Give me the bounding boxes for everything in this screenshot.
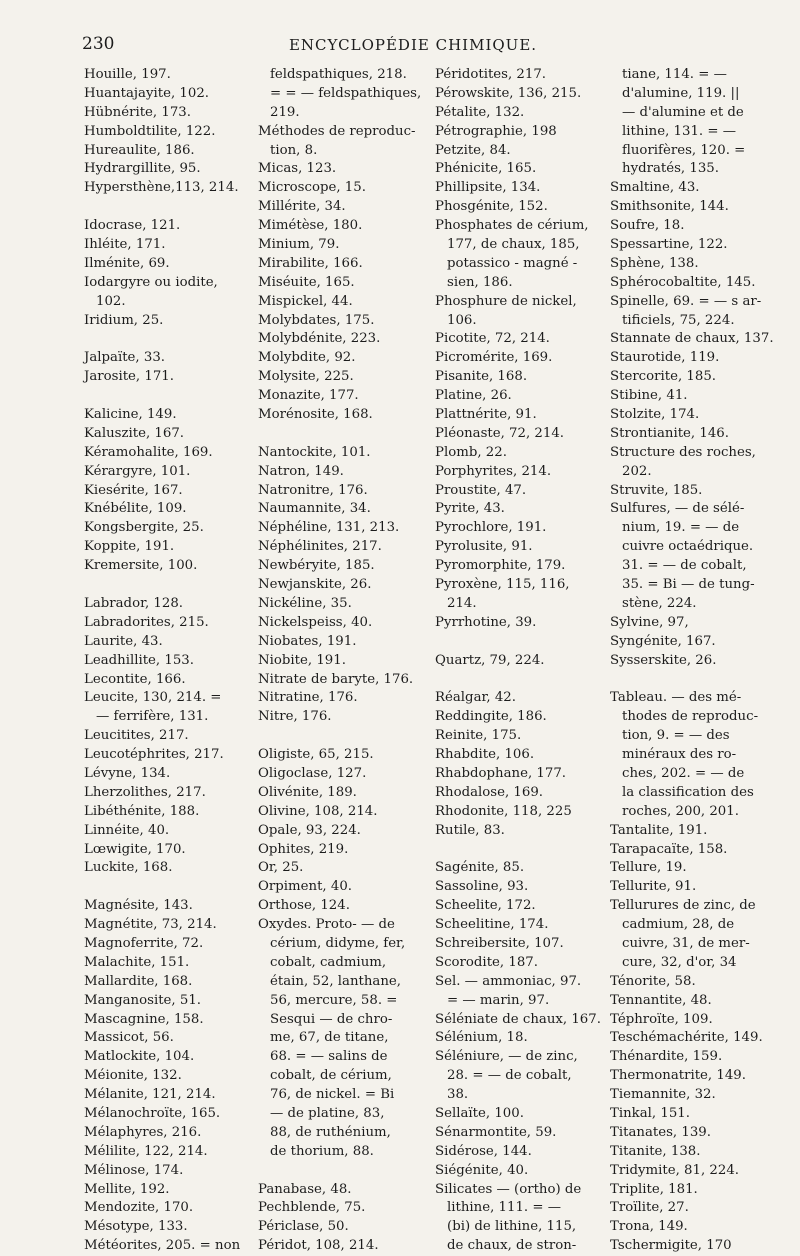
- index-entry: Pérowskite, 136, 215.: [435, 85, 582, 101]
- index-entry: Reddingite, 186.: [435, 709, 547, 725]
- index-entry: Rutile, 83.: [435, 822, 505, 838]
- index-entry: Rhodonite, 118, 225: [435, 803, 572, 819]
- index-entry: Labradorites, 215.: [84, 614, 209, 630]
- index-entry: Platine, 26.: [435, 388, 512, 404]
- index-entry: Houille, 197.: [84, 67, 171, 82]
- index-entry: Massicot, 56.: [84, 1030, 174, 1046]
- index-entry: Rhabdophane, 177.: [435, 765, 567, 781]
- index-entry: Malachite, 151.: [84, 954, 190, 970]
- index-entry: Naumannite, 34.: [258, 501, 371, 517]
- index-entry: Sélénium, 18.: [435, 1030, 528, 1046]
- index-entry: Mélanochroïte, 165.: [84, 1105, 221, 1121]
- index-entry: — de platine, 83,: [270, 1105, 385, 1121]
- index-entry: cuivre, 31, de mer-: [622, 935, 750, 951]
- index-entry: Péridotites, 217.: [435, 67, 547, 82]
- index-entry: Sesqui — de chro-: [270, 1011, 393, 1027]
- index-entry: Magnoferrite, 72.: [84, 935, 204, 951]
- index-entry: Spinelle, 69. = — s ar-: [610, 293, 762, 309]
- index-entry: Smaltine, 43.: [610, 180, 700, 196]
- index-entry: Périclase, 50.: [258, 1219, 349, 1235]
- index-entry: Millérite, 34.: [258, 199, 346, 215]
- index-entry: Schreibersite, 107.: [435, 935, 564, 951]
- index-entry: Péridot, 108, 214.: [258, 1238, 379, 1254]
- index-entry: 219.: [270, 104, 300, 120]
- index-entry: lithine, 111. = —: [447, 1200, 562, 1216]
- index-entry: Sagénite, 85.: [435, 860, 525, 876]
- index-entry: 76, de nickel. = Bi: [270, 1087, 395, 1103]
- index-entry: Structure des roches,: [610, 444, 756, 460]
- index-entry: 35. = Bi — de tung-: [622, 577, 755, 593]
- index-entry: Nickelspeiss, 40.: [258, 614, 373, 630]
- index-entry: Newbéryite, 185.: [258, 558, 375, 574]
- index-entry: Reinite, 175.: [435, 728, 522, 744]
- index-entry: = — marin, 97.: [447, 992, 550, 1008]
- section-gap: [435, 671, 605, 690]
- index-entry: 28. = — de cobalt,: [447, 1068, 572, 1084]
- index-entry: — ferrifère, 131.: [96, 709, 209, 725]
- index-entry: Monazite, 177.: [258, 388, 359, 404]
- index-entry: Matlockite, 104.: [84, 1049, 195, 1065]
- index-entry: stène, 224.: [622, 595, 697, 611]
- section-gap: [258, 727, 428, 746]
- section-gap: [84, 330, 249, 349]
- index-entry: tion, 8.: [270, 142, 318, 158]
- index-entry: Iridium, 25.: [84, 312, 164, 328]
- index-entry: Stibine, 41.: [610, 388, 688, 404]
- index-entry: Manganosite, 51.: [84, 992, 202, 1008]
- index-entry: Sulfures, — de sélé-: [610, 501, 745, 517]
- index-entry: Huantajayite, 102.: [84, 85, 210, 101]
- index-entry: Kongsbergite, 25.: [84, 520, 204, 536]
- index-entry: Pléonaste, 72, 214.: [435, 425, 565, 441]
- index-entry: ches, 202. = — de: [622, 765, 745, 781]
- index-entry: = = — feldspathiques,: [270, 85, 422, 101]
- index-entry: Phosgénite, 152.: [435, 199, 548, 215]
- index-entry: Sel. — ammoniac, 97.: [435, 973, 582, 989]
- index-entry: Tellurite, 91.: [610, 879, 697, 895]
- index-entry: Hydrargillite, 95.: [84, 161, 201, 177]
- index-entry: Siégénite, 40.: [435, 1162, 529, 1178]
- index-entry: Magnésite, 143.: [84, 898, 193, 914]
- index-entry: Mendozite, 170.: [84, 1200, 194, 1216]
- index-entry: Iodargyre ou iodite,: [84, 274, 218, 290]
- index-entry: Ténorite, 58.: [610, 973, 696, 989]
- index-entry: Miséuite, 165.: [258, 274, 355, 290]
- index-entry: Scheelite, 172.: [435, 898, 536, 914]
- index-entry: Smithsonite, 144.: [610, 199, 729, 215]
- index-entry: Néphélinites, 217.: [258, 539, 382, 555]
- index-entry: Tschermigite, 170: [610, 1238, 732, 1254]
- index-entry: Méthodes de reproduc-: [258, 123, 416, 139]
- index-entry: tiane, 114. = —: [622, 67, 727, 82]
- index-entry: cobalt, de cérium,: [270, 1068, 392, 1084]
- index-entry: Kéramohalite, 169.: [84, 444, 213, 460]
- index-entry: Oligiste, 65, 215.: [258, 747, 374, 763]
- index-entry: 68. = — salins de: [270, 1049, 388, 1065]
- index-entry: cérium, didyme, fer,: [270, 935, 406, 951]
- index-entry: Stannate de chaux, 137.: [610, 331, 774, 347]
- index-entry: Pétalite, 132.: [435, 104, 525, 120]
- index-entry: Troïlite, 27.: [610, 1200, 689, 1216]
- page-number: 230: [82, 34, 115, 54]
- index-entry: Ihléite, 171.: [84, 237, 166, 253]
- index-entry: Nitrate de baryte, 176.: [258, 671, 414, 687]
- index-entry: 177, de chaux, 185,: [447, 237, 580, 253]
- index-entry: Kremersite, 100.: [84, 558, 198, 574]
- section-gap: [84, 198, 249, 217]
- index-entry: Mallardite, 168.: [84, 973, 193, 989]
- index-entry: Stolzite, 174.: [610, 407, 700, 423]
- section-gap: [610, 671, 780, 690]
- index-entry: Pyroxène, 115, 116,: [435, 577, 570, 593]
- index-entry: Tantalite, 191.: [610, 822, 708, 838]
- index-entry: Mascagnine, 158.: [84, 1011, 204, 1027]
- index-entry: Syngénite, 167.: [610, 633, 716, 649]
- index-entry: étain, 52, lanthane,: [270, 973, 402, 989]
- index-entry: minéraux des ro-: [622, 747, 737, 763]
- index-entry: Sidérose, 144.: [435, 1143, 532, 1159]
- index-entry: Koppite, 191.: [84, 539, 175, 555]
- index-entry: Mellite, 192.: [84, 1181, 170, 1197]
- index-entry: 106.: [447, 312, 477, 328]
- index-entry: Nickéline, 35.: [258, 595, 352, 611]
- index-entry: Kérargyre, 101.: [84, 463, 191, 479]
- index-entry: Idocrase, 121.: [84, 218, 181, 234]
- index-entry: Thermonatrite, 149.: [610, 1068, 746, 1084]
- index-entry: Staurotide, 119.: [610, 350, 720, 366]
- index-entry: Oligoclase, 127.: [258, 765, 367, 781]
- index-entry: Phénicite, 165.: [435, 161, 537, 177]
- index-column-4: [610, 66, 780, 1256]
- index-entry: Molybdénite, 223.: [258, 331, 381, 347]
- index-column-1: [84, 66, 249, 1256]
- index-entry: Nantockite, 101.: [258, 444, 371, 460]
- index-entry: tificiels, 75, 224.: [622, 312, 735, 328]
- section-gap: [435, 841, 605, 860]
- index-entry: Magnétite, 73, 214.: [84, 917, 217, 933]
- index-entry: Tableau. — des mé-: [610, 690, 742, 706]
- index-entry: Hübnérite, 173.: [84, 104, 191, 120]
- index-entry: 102.: [96, 293, 126, 309]
- index-entry: Niobates, 191.: [258, 633, 357, 649]
- index-entry: Sylvine, 97,: [610, 614, 689, 630]
- index-entry: Niobite, 191.: [258, 652, 346, 668]
- index-entry: de thorium, 88.: [270, 1143, 374, 1159]
- index-entry: Titanite, 138.: [610, 1143, 701, 1159]
- index-entry: Scheelitine, 174.: [435, 917, 549, 933]
- index-entry: Jalpaïte, 33.: [84, 350, 166, 366]
- index-entry: — d'alumine et de: [622, 104, 744, 120]
- index-entry: Orpiment, 40.: [258, 879, 353, 895]
- index-entry: Pyrite, 43.: [435, 501, 505, 517]
- index-entry: Pisanite, 168.: [435, 369, 528, 385]
- index-entry: Labrador, 128.: [84, 595, 184, 611]
- index-entry: Micas, 123.: [258, 161, 337, 177]
- index-entry: Proustite, 47.: [435, 482, 527, 498]
- section-gap: [435, 633, 605, 652]
- index-entry: Sysserskite, 26.: [610, 652, 717, 668]
- section-gap: [258, 425, 428, 444]
- index-entry: Leucite, 130, 214. =: [84, 690, 222, 706]
- index-entry: Pyrochlore, 191.: [435, 520, 547, 536]
- index-entry: Knébélite, 109.: [84, 501, 187, 517]
- section-gap: [84, 878, 249, 897]
- index-entry: Sphérocobaltite, 145.: [610, 274, 756, 290]
- index-entry: (bi) de lithine, 115,: [447, 1219, 577, 1235]
- index-entry: feldspathiques, 218.: [270, 67, 407, 82]
- index-entry: Stercorite, 185.: [610, 369, 717, 385]
- index-entry: Molybdite, 92.: [258, 350, 356, 366]
- index-entry: Picromérite, 169.: [435, 350, 553, 366]
- index-entry: Lœwigite, 170.: [84, 841, 186, 857]
- index-entry: nium, 19. = — de: [622, 520, 740, 536]
- index-entry: Newjanskite, 26.: [258, 577, 372, 593]
- index-entry: Or, 25.: [258, 860, 304, 876]
- index-entry: Méionite, 132.: [84, 1068, 182, 1084]
- index-entry: Microscope, 15.: [258, 180, 366, 196]
- index-entry: Olivénite, 189.: [258, 784, 357, 800]
- index-entry: Luckite, 168.: [84, 860, 173, 876]
- index-entry: Néphéline, 131, 213.: [258, 520, 400, 536]
- index-entry: 214.: [447, 595, 477, 611]
- index-entry: Kaluszite, 167.: [84, 425, 185, 441]
- index-entry: Lévyne, 134.: [84, 765, 171, 781]
- index-entry: Sassoline, 93.: [435, 879, 529, 895]
- index-entry: 56, mercure, 58. =: [270, 992, 398, 1008]
- index-entry: Réalgar, 42.: [435, 690, 516, 706]
- index-entry: Pechblende, 75.: [258, 1200, 366, 1216]
- index-entry: Laurite, 43.: [84, 633, 163, 649]
- index-entry: Linnéite, 40.: [84, 822, 170, 838]
- index-entry: Mélilite, 122, 214.: [84, 1143, 208, 1159]
- index-entry: Thénardite, 159.: [610, 1049, 723, 1065]
- index-entry: Oxydes. Proto- — de: [258, 917, 395, 933]
- index-entry: Jarosite, 171.: [84, 369, 174, 385]
- index-entry: Strontianite, 146.: [610, 425, 729, 441]
- index-entry: Hureaulite, 186.: [84, 142, 195, 158]
- index-entry: 31. = — de cobalt,: [622, 558, 747, 574]
- section-gap: [84, 387, 249, 406]
- index-entry: Trona, 149.: [610, 1219, 688, 1235]
- index-entry: 38.: [447, 1087, 469, 1103]
- index-entry: Lherzolithes, 217.: [84, 784, 206, 800]
- index-entry: Silicates — (ortho) de: [435, 1181, 582, 1197]
- index-entry: cobalt, cadmium,: [270, 954, 387, 970]
- page-header: [82, 34, 744, 58]
- index-entry: Pyrolusite, 91.: [435, 539, 533, 555]
- index-entry: Morénosite, 168.: [258, 407, 373, 423]
- index-entry: Pyromorphite, 179.: [435, 558, 566, 574]
- index-entry: Leucotéphrites, 217.: [84, 747, 224, 763]
- index-entry: Sphène, 138.: [610, 255, 699, 271]
- running-title: ENCYCLOPÉDIE CHIMIQUE.: [288, 36, 538, 54]
- index-entry: potassico - magné -: [447, 255, 578, 271]
- index-entry: Molysite, 225.: [258, 369, 354, 385]
- index-entry: Ophites, 219.: [258, 841, 349, 857]
- index-entry: Titanates, 139.: [610, 1124, 711, 1140]
- index-entry: Tarapacaïte, 158.: [610, 841, 728, 857]
- index-entry: Lecontite, 166.: [84, 671, 186, 687]
- index-entry: Tridymite, 81, 224.: [610, 1162, 740, 1178]
- index-entry: Struvite, 185.: [610, 482, 703, 498]
- index-entry: cadmium, 28, de: [622, 917, 735, 933]
- index-entry: cuivre octaédrique.: [622, 539, 754, 555]
- index-entry: Nitre, 176.: [258, 709, 332, 725]
- index-entry: Mélaphyres, 216.: [84, 1124, 202, 1140]
- index-entry: Plattnérite, 91.: [435, 407, 537, 423]
- index-entry: Mispickel, 44.: [258, 293, 353, 309]
- index-entry: Olivine, 108, 214.: [258, 803, 378, 819]
- index-entry: thodes de reproduc-: [622, 709, 759, 725]
- index-entry: Mirabilite, 166.: [258, 255, 363, 271]
- index-entry: Minium, 79.: [258, 237, 340, 253]
- section-gap: [258, 1162, 428, 1181]
- index-entry: sien, 186.: [447, 274, 513, 290]
- index-column-2: [258, 66, 428, 1256]
- index-entry: Teschémachérite, 149.: [610, 1030, 763, 1046]
- index-entry: Tellure, 19.: [610, 860, 687, 876]
- index-entry: Quartz, 79, 224.: [435, 652, 545, 668]
- index-entry: Humboldtilite, 122.: [84, 123, 216, 139]
- index-entry: Picotite, 72, 214.: [435, 331, 550, 347]
- index-entry: roches, 200, 201.: [622, 803, 739, 819]
- index-entry: Hypersthène,113, 214.: [84, 180, 239, 196]
- index-entry: Porphyrites, 214.: [435, 463, 552, 479]
- index-entry: Opale, 93, 224.: [258, 822, 361, 838]
- index-entry: Phosphates de cérium,: [435, 218, 589, 234]
- index-entry: Séléniate de chaux, 167.: [435, 1011, 601, 1027]
- index-entry: Phillipsite, 134.: [435, 180, 541, 196]
- index-entry: Leucitites, 217.: [84, 728, 189, 744]
- index-entry: Plomb, 22.: [435, 444, 507, 460]
- index-entry: fluorifères, 120. =: [622, 142, 746, 158]
- index-entry: la classification des: [622, 784, 754, 800]
- index-entry: Mimétèse, 180.: [258, 218, 363, 234]
- index-entry: de chaux, de stron-: [447, 1238, 577, 1254]
- index-entry: Sénarmontite, 59.: [435, 1124, 557, 1140]
- index-entry: Triplite, 181.: [610, 1181, 698, 1197]
- index-entry: Molybdates, 175.: [258, 312, 375, 328]
- index-entry: Natron, 149.: [258, 463, 344, 479]
- index-entry: lithine, 131. = —: [622, 123, 737, 139]
- index-entry: Kiesérite, 167.: [84, 482, 183, 498]
- index-entry: Pyrrhotine, 39.: [435, 614, 537, 630]
- index-entry: Soufre, 18.: [610, 218, 685, 234]
- index-entry: Séléniure, — de zinc,: [435, 1049, 578, 1065]
- index-entry: Rhabdite, 106.: [435, 747, 535, 763]
- index-entry: Libéthénite, 188.: [84, 803, 200, 819]
- index-entry: Phosphure de nickel,: [435, 293, 577, 309]
- index-column-3: [435, 66, 605, 1256]
- index-entry: tion, 9. = — des: [622, 728, 730, 744]
- index-entry: Petzite, 84.: [435, 142, 511, 158]
- index-entry: Panabase, 48.: [258, 1181, 352, 1197]
- section-gap: [84, 576, 249, 595]
- index-entry: Kalicine, 149.: [84, 407, 177, 423]
- index-entry: Pétrographie, 198: [435, 123, 557, 139]
- index-entry: d'alumine, 119. ||: [622, 85, 740, 101]
- index-entry: Mélanite, 121, 214.: [84, 1087, 216, 1103]
- index-entry: 88, de ruthénium,: [270, 1124, 391, 1140]
- index-entry: Sellaïte, 100.: [435, 1105, 524, 1121]
- index-entry: Nitratine, 176.: [258, 690, 358, 706]
- index-entry: Tellurures de zinc, de: [610, 898, 756, 914]
- index-entry: Scorodite, 187.: [435, 954, 538, 970]
- index-entry: Ilménite, 69.: [84, 255, 170, 271]
- index-entry: 202.: [622, 463, 652, 479]
- index-entry: Mésotype, 133.: [84, 1219, 188, 1235]
- index-entry: Tiemannite, 32.: [610, 1087, 716, 1103]
- index-entry: hydratés, 135.: [622, 161, 719, 177]
- index-entry: Natronitre, 176.: [258, 482, 368, 498]
- index-entry: Orthose, 124.: [258, 898, 350, 914]
- index-entry: Tinkal, 151.: [610, 1105, 690, 1121]
- index-entry: cure, 32, d'or, 34: [622, 954, 737, 970]
- index-entry: me, 67, de titane,: [270, 1030, 389, 1046]
- index-entry: Téphroïte, 109.: [610, 1011, 713, 1027]
- index-entry: Leadhillite, 153.: [84, 652, 194, 668]
- index-entry: Météorites, 205. = non: [84, 1238, 241, 1254]
- index-entry: Spessartine, 122.: [610, 237, 728, 253]
- index-entry: Mélinose, 174.: [84, 1162, 184, 1178]
- index-entry: Tennantite, 48.: [610, 992, 712, 1008]
- index-entry: Rhodalose, 169.: [435, 784, 544, 800]
